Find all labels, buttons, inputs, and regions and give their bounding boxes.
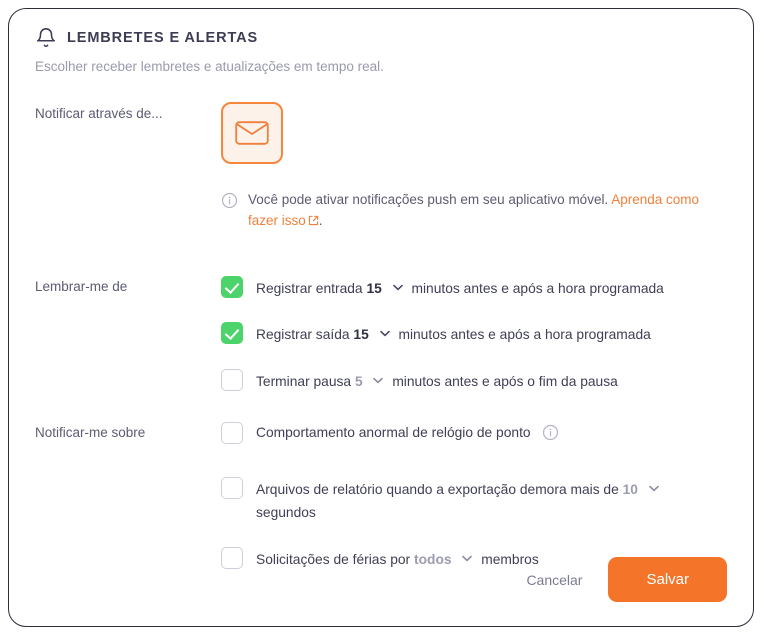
- list-item[interactable]: [221, 368, 727, 393]
- card-subtitle: Escolher receber lembretes e atualizações em tempo real.: [35, 59, 384, 74]
- note-prefix: Você pode ativar notificações push em seu aplicativo móvel.: [248, 192, 612, 207]
- list-item-label: [256, 476, 726, 524]
- report-export-value[interactable]: 10: [622, 482, 638, 498]
- clock-out-value[interactable]: 15: [353, 327, 369, 343]
- email-channel-button[interactable]: [221, 102, 283, 164]
- reminders-alerts-card: [8, 8, 754, 627]
- vacation-value[interactable]: todos: [414, 551, 452, 567]
- clock-in-value[interactable]: 15: [366, 280, 382, 296]
- envelope-icon: [235, 121, 269, 145]
- checkbox-vacation-requests[interactable]: [221, 547, 243, 569]
- remind-me-label: Lembrar-me de: [35, 278, 128, 294]
- cancel-button[interactable]: Cancelar: [522, 564, 586, 596]
- abnormal-behavior-text: Comportamento anormal de relógio de ponto: [256, 424, 531, 440]
- save-button[interactable]: Salvar: [608, 557, 727, 602]
- note-text: [248, 190, 727, 233]
- chevron-down-icon[interactable]: [393, 276, 403, 298]
- list-item-label: [256, 321, 651, 346]
- end-break-text-before: Terminar pausa: [256, 373, 352, 389]
- note-suffix: .: [318, 212, 323, 228]
- report-export-text-before: Arquivos de relatório quando a exportação demora mais de: [256, 482, 619, 498]
- info-icon: [221, 192, 238, 214]
- vacation-text-before: Solicitações de férias por: [256, 551, 411, 567]
- external-link-icon: [308, 212, 319, 233]
- list-item-label: [256, 546, 539, 571]
- list-item[interactable]: [221, 476, 727, 524]
- clock-out-text-before: Registrar saída: [256, 327, 350, 343]
- vacation-text-after: membros: [481, 551, 539, 567]
- checkbox-report-export-delay[interactable]: [221, 477, 243, 499]
- list-item-label: [256, 368, 618, 393]
- checkbox-clock-out[interactable]: [221, 322, 243, 344]
- end-break-value[interactable]: 5: [354, 373, 363, 389]
- card-header: [9, 9, 753, 49]
- list-item-label: [256, 275, 664, 300]
- list-item[interactable]: [221, 321, 727, 346]
- page-title: LEMBRETES E ALERTAS: [67, 30, 259, 46]
- push-notification-note: [221, 190, 727, 233]
- card-footer: [522, 557, 727, 602]
- end-break-text-after: minutos antes e após o fim da pausa: [392, 373, 618, 389]
- list-item[interactable]: [221, 421, 727, 448]
- learn-how-link[interactable]: Aprenda como fazer isso: [248, 192, 700, 228]
- info-icon[interactable]: [542, 424, 559, 448]
- report-export-text-after: segundos: [256, 504, 316, 520]
- clock-out-text-after: minutos antes e após a hora programada: [398, 327, 651, 343]
- checkbox-end-break[interactable]: [221, 369, 243, 391]
- clock-in-text-before: Registrar entrada: [256, 280, 363, 296]
- notify-about-label: Notificar-me sobre: [35, 424, 146, 440]
- notify-about-row: [9, 421, 753, 571]
- remind-me-row: [9, 275, 753, 393]
- checkbox-clock-in[interactable]: [221, 276, 243, 298]
- chevron-down-icon[interactable]: [462, 547, 472, 569]
- notify-via-row: [9, 102, 753, 233]
- checkbox-abnormal-behavior[interactable]: [221, 422, 243, 444]
- chevron-down-icon[interactable]: [380, 322, 390, 344]
- bell-icon: [35, 27, 57, 49]
- notify-via-label: Notificar através de...: [35, 106, 163, 121]
- chevron-down-icon[interactable]: [373, 369, 383, 391]
- clock-in-text-after: minutos antes e após a hora programada: [411, 280, 664, 296]
- chevron-down-icon[interactable]: [649, 477, 659, 499]
- list-item-label: [256, 421, 559, 448]
- list-item[interactable]: [221, 275, 727, 300]
